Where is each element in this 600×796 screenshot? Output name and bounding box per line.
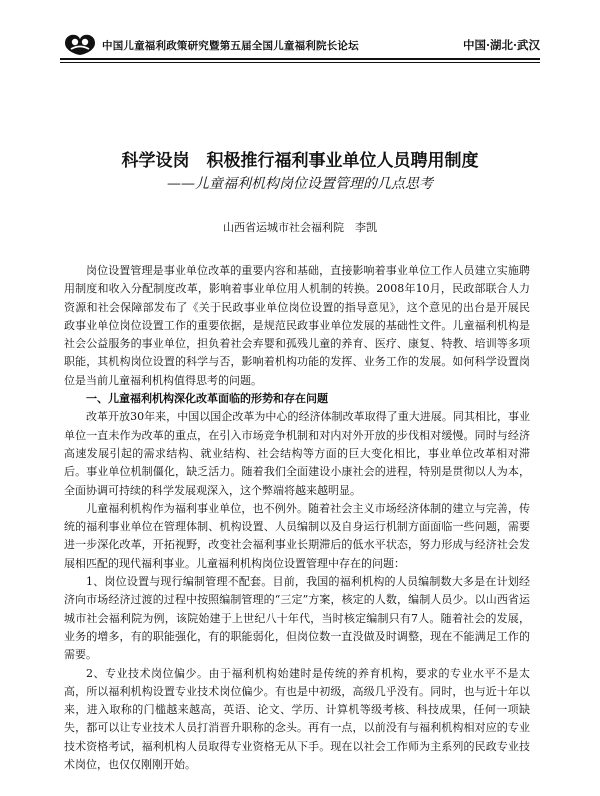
- article-body: [64, 262, 530, 774]
- paragraph-reform-background: 改革开放30年来，中国以国企改革为中心的经济体制改革取得了重大进展。同其相比，事业单位一直未作为改革的重点，在引入市场竞争机制和对内对外开放的步伐相对缓慢。同时与经济高速发展引起的需求结构、就业结构、社会结构等方面的巨大变化相比，事业单位改革相对滞后。事业单位机制僵化，缺乏活力。随着我们全面建设小康社会的进程，特别是贯彻以人为本，全面协调可持续的科学发展观深入，这个弊端将越来越明显。: [64, 410, 530, 497]
- paragraph-intro: 岗位设置管理是事业单位改革的重要内容和基础，直接影响着事业单位工作人员建立实施聘用制度和收入分配制度改革，影响着事业单位用人机制的转换。2008年10月，民政部联合人力资源和社会保障部发布了《关于民政事业单位岗位设置的指导意见》，这个意见的出台是开展民政事业单位岗位设置工作的重要依据，是规范民政事业单位发展的基础性文件。儿童福利机构是社会公益服务的事业单位，担负着社会弃婴和孤残儿童的养育、医疗、康复、特教、培训等多项职能，其机构岗位设置的科学与否，影响着机构功能的发挥、业务工作的发展。如何科学设置岗位是当前儿童福利机构值得思考的问题。: [64, 264, 530, 387]
- article-author: 山西省运城市社会福利院 李凯: [223, 221, 377, 234]
- section-heading: 一、儿童福利机构深化改革面临的形势和存在问题: [86, 392, 328, 406]
- paragraph-issue-1: 1、岗位设置与现行编制管理不配套。目前，我国的福利机构的人员编制数大多是在计划经济向市场经济过渡的过程中按照编制管理的“三定”方案，核定的人数，编制人员少。以山西省运城市社会福利院为例，该院始建于上世纪八十年代，当时核定编制只有7人。随着社会的发展，业务的增多，有的职能强化，有的职能弱化，但岗位数一直没做及时调整，现在不能满足工作的需要。: [64, 575, 530, 662]
- paragraph-welfare-institutions: 儿童福利机构作为福利事业单位，也不例外。随着社会主义市场经济体制的建立与完善，传统的福利事业单位在管理体制、机构设置、人员编制以及自身运行机制方面面临一些问题，需要进一步深化改革，开拓视野，改变社会福利事业长期滞后的低水平状态，努力形成与经济社会发展相匹配的现代福利事业。儿童福利机构岗位设置管理中存在的问题：: [64, 501, 530, 570]
- conference-location: 中国·湖北·武汉: [462, 38, 540, 52]
- header-divider: [60, 58, 540, 60]
- article-subtitle: ——儿童福利机构岗位设置管理的几点思考: [167, 176, 433, 192]
- paragraph-issue-2: 2、专业技术岗位偏少。由于福利机构始建时是传统的养育机构，要求的专业水平不是太高，所以福利机构设置专业技术岗位偏少。有也是中初级，高级几乎没有。同时，也与近十年以来，进入取称的门槛越来越高，英语、论文、学历、计算机等级考核、科技成果，任何一项缺失，都可以让专业技术人员打消晋升职称的念头。再有一点，以前没有与福利机构相对应的专业技术资格考试，福利机构人员取得专业资格无从下手。现在以社会工作师为主系列的民政专业技术岗位，也仅仅刚刚开始。: [64, 666, 530, 772]
- page-header: [0, 0, 600, 70]
- conference-logo-icon: [62, 30, 98, 56]
- article-title: 科学设岗 积极推行福利事业单位人员聘用制度: [121, 151, 479, 171]
- header-divider-thin: [60, 62, 540, 63]
- conference-title: 中国儿童福利政策研究暨第五届全国儿童福利院长论坛: [102, 40, 359, 52]
